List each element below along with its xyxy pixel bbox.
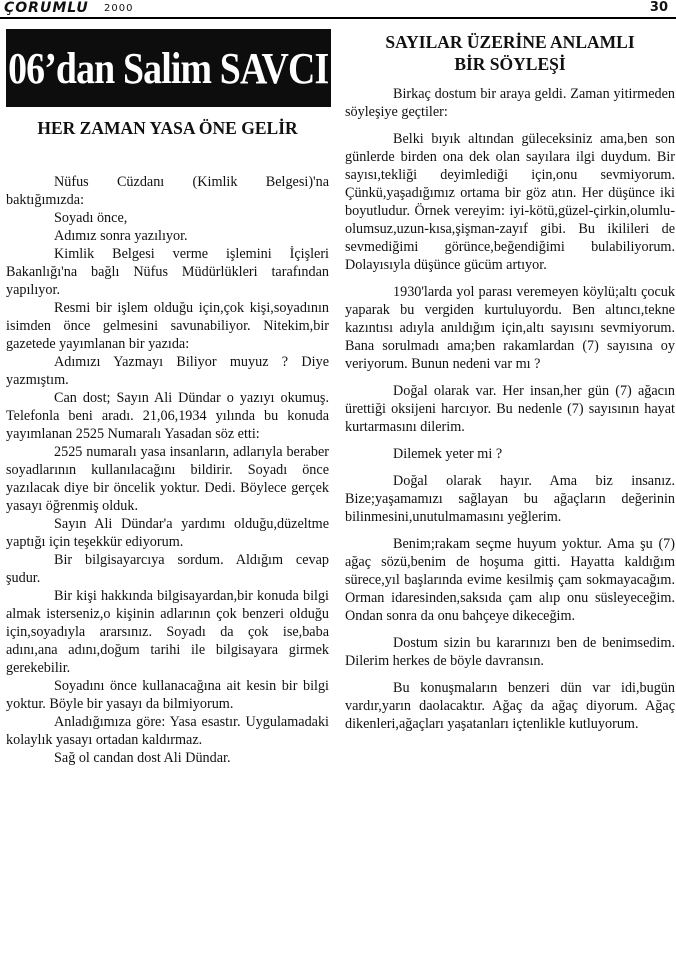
paragraph: Dostum sizin bu kararınızı ben de benimsedim. Dilerim herkes de böyle davransın. [345,635,675,669]
paragraph: Doğal olarak var. Her insan,her gün (7) ağacın ürettiği oksijeni harcıyor. Bu nedenle (7) sayısının hayat kurtarmasını dilerim. [345,383,675,435]
paragraph: Kimlik Belgesi verme işlemini İçişleri Bakanlığı'na bağlı Nüfus Müdürlükleri tarafından yapılıyor. [6,246,329,298]
author-banner [6,29,331,107]
paragraph: Nüfus Cüzdanı (Kimlik Belgesi)'na baktığımızda: [6,174,329,208]
right-article-title [345,31,675,75]
page-number: 30 [649,0,668,15]
right-article-body [345,85,675,733]
paragraph: Adımızı Yazmayı Biliyor muyuz ? Diye yazmıştım. [6,354,329,388]
right-title-line1: SAYILAR ÜZERİNE ANLAMLI [385,32,635,52]
author-name: 06’dan Salim SAVCI [8,43,329,93]
paragraph: Soyadını önce kullanacağına ait kesin bir bilgi yoktur. Böyle bir yasayı da bilmiyorum. [6,678,329,712]
paragraph: Belki bıyık altından güleceksiniz ama,ben son günlerde birden ona dek olan sayılara ilgi duydum. Bir sayısı,tekliği deyimlediği için,onu sevmiyorum. Çünkü,yaşadığımız ortama bir göz atın. Her düşünce iki boyutludur. Örnek vereyim: iyi-kötü,güzel-çirkin,olumlu-olumsuz,uzun-kısa,şişman-zayıf gibi. Bu ikilileri de sevmediğimi görünce,beğendiğimi bulabiliyorum. Dolayısıyla düşünce gücüm artıyor. [345,131,675,273]
publication-name: ÇORUMLU [4,0,89,16]
page-header [0,0,676,18]
paragraph: 1930'larda yol parası veremeyen köylü;altı çocuk yaparak bu vergiden kurtuluyordu. Ben altıncı,tekne kazıntısı adıyla anıldığım için,altı sayısını sevmiyorum. Bana sorulmadı ama;ben rakamlardan (7) sayısına oy veriyorum. Bunun nedeni var mı ? [345,284,675,372]
paragraph: Can dost; Sayın Ali Dündar o yazıyı okumuş. Telefonla beni aradı. 21,06,1934 yılında bu konuda yayımlanan 2525 Numaralı Yasadan söz etti: [6,390,329,442]
paragraph: Resmi bir işlem olduğu için,çok kişi,soyadının isimden önce gelmesini savunabiliyor. Nitekim,bir gazetede yayımlanan bir yazıda: [6,300,329,352]
paragraph: Doğal olarak hayır. Ama biz insanız. Bize;yaşamamızı sağlayan bu ağaçların değerinin bilinmesini,unutulmamasını yeğlerim. [345,473,675,525]
paragraph: Bir kişi hakkında bilgisayardan,bir konuda bilgi almak isterseniz,o kişinin adlarının çok benzeri olduğu için,soyadıyla ararsınız. Soyadı da çok ise,baba adını,ana adını,doğum tarihi ile bilgisayara girmek gerekebilir. [6,588,329,676]
paragraph: Dilemek yeter mi ? [393,446,503,462]
paragraph: Benim;rakam seçme huyum yoktur. Ama şu (7) ağaç sözü,benim de hoşuma gitti. Hayatta kaldığım sürece,yıl başlarında evime kesilmiş çam sokmayacağım. Orman idaresinden,saksıda çam alıp onu süsleyeceğim. Ondan sonra da onu bahçeye dikeceğim. [345,536,675,624]
right-article [345,31,675,733]
left-article-body [6,173,329,767]
paragraph: Anladığımıza göre: Yasa esastır. Uygulamadaki kolaylık yasayı ortadan kaldırmaz. [6,714,329,748]
left-article [6,117,329,767]
paragraph: Bir bilgisayarcıya sordum. Aldığım cevap şudur. [6,552,329,586]
paragraph: 2525 numaralı yasa insanların, adlarıyla beraber soyadlarının kullanılacağını bildirir. Soyadı önce yazılacak diye bir öncelik yoktur. Dedi. Böylece gerçek yasayı öğrenmiş olduk. [6,444,329,514]
paragraph: Bu konuşmaların benzeri dün var idi,bugün vardır,yarın daolacaktır. Ağaç da ağaç diyorum. Ağaç dikenleri,ağaçları yaşatanları içtenlikle kutluyorum. [345,680,675,732]
paragraph: Sayın Ali Dündar'a yardımı olduğu,düzeltme yaptığı için teşekkür ediyorum. [6,516,329,550]
paragraph: Soyadı önce, [54,210,128,226]
left-article-title: HER ZAMAN YASA ÖNE GELİR [37,118,298,138]
paragraph: Sağ ol candan dost Ali Dündar. [54,750,231,766]
header-rule [0,17,676,19]
publication-year: 2000 [104,3,134,14]
right-title-line2: BİR SÖYLEŞİ [454,54,566,74]
paragraph: Birkaç dostum bir araya geldi. Zaman yitirmeden söyleşiye geçtiler: [345,86,675,120]
paragraph: Adımız sonra yazılıyor. [54,228,188,244]
